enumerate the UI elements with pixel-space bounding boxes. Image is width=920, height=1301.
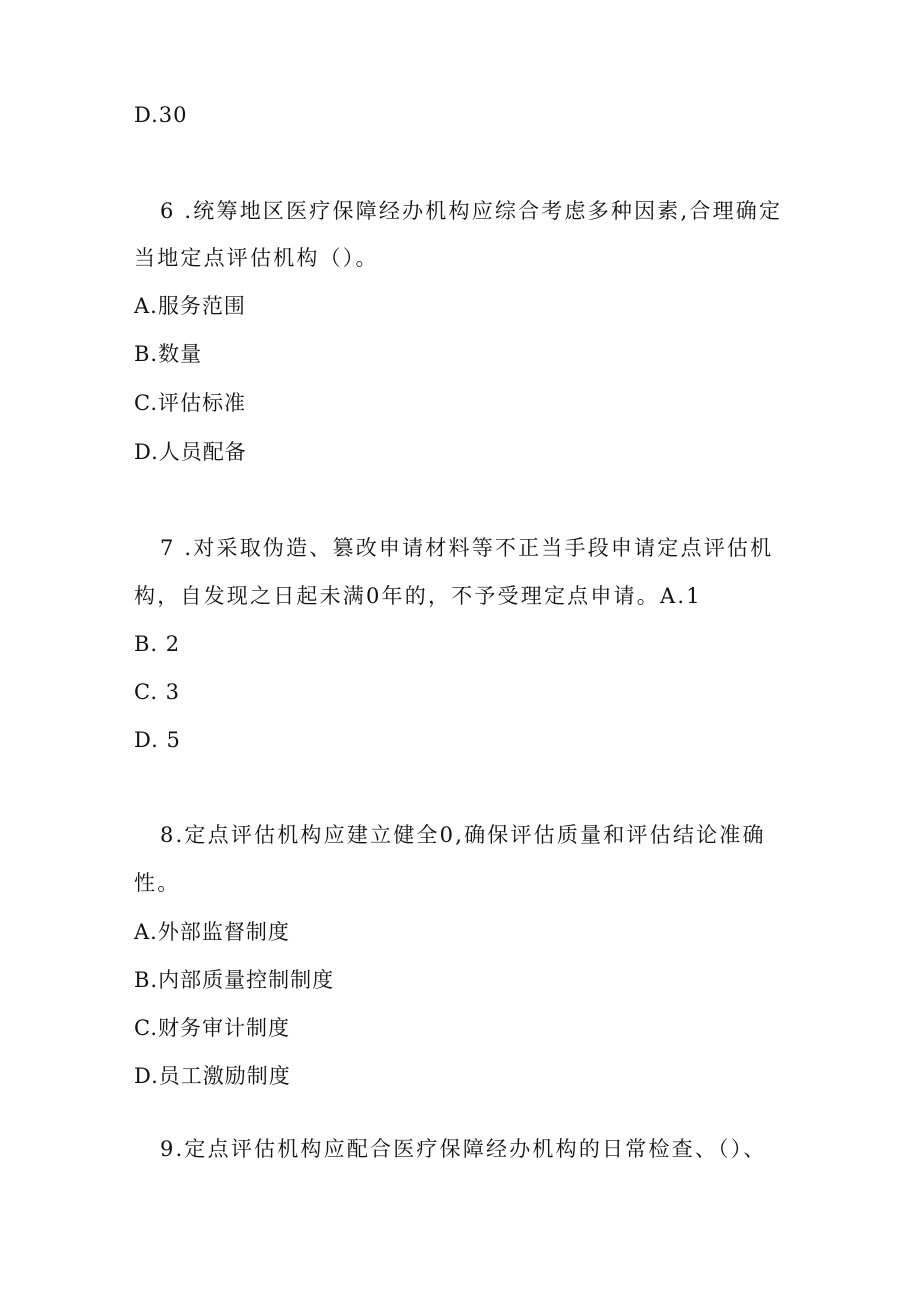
question-7-option-b: B. 2 xyxy=(134,632,181,656)
question-8-line-2: 性。 xyxy=(134,871,181,895)
question-9-line-1: 9.定点评估机构应配合医疗保障经办机构的日常检查、（）、 xyxy=(160,1137,767,1161)
option-d-previous: D.30 xyxy=(134,103,188,127)
question-7-option-d: D. 5 xyxy=(134,728,181,752)
question-6-option-d: D.人员配备 xyxy=(134,440,247,464)
question-6-option-c: C.评估标准 xyxy=(134,391,246,415)
question-7-line-2: 构，自发现之日起未满0年的，不予受理定点申请。A.1 xyxy=(134,584,702,608)
question-6-line-1: 6 .统筹地区医疗保障经办机构应综合考虑多种因素,合理确定 xyxy=(160,199,783,223)
question-8-option-d: D.员工激励制度 xyxy=(134,1064,291,1088)
question-6-line-2: 当地定点评估机构（）。 xyxy=(134,246,379,270)
question-7-line-1: 7 .对采取伪造、篡改申请材料等不正当手段申请定点评估机 xyxy=(160,536,774,560)
question-6-option-a: A.服务范围 xyxy=(134,294,246,318)
question-6-option-b: B.数量 xyxy=(134,342,203,366)
question-8-line-1: 8.定点评估机构应建立健全0,确保评估质量和评估结论准确 xyxy=(160,823,766,847)
question-7-option-c: C. 3 xyxy=(134,680,181,704)
question-8-option-c: C.财务审计制度 xyxy=(134,1016,290,1040)
question-8-option-b: B.内部质量控制制度 xyxy=(134,968,335,992)
question-8-option-a: A.外部监督制度 xyxy=(134,920,290,944)
